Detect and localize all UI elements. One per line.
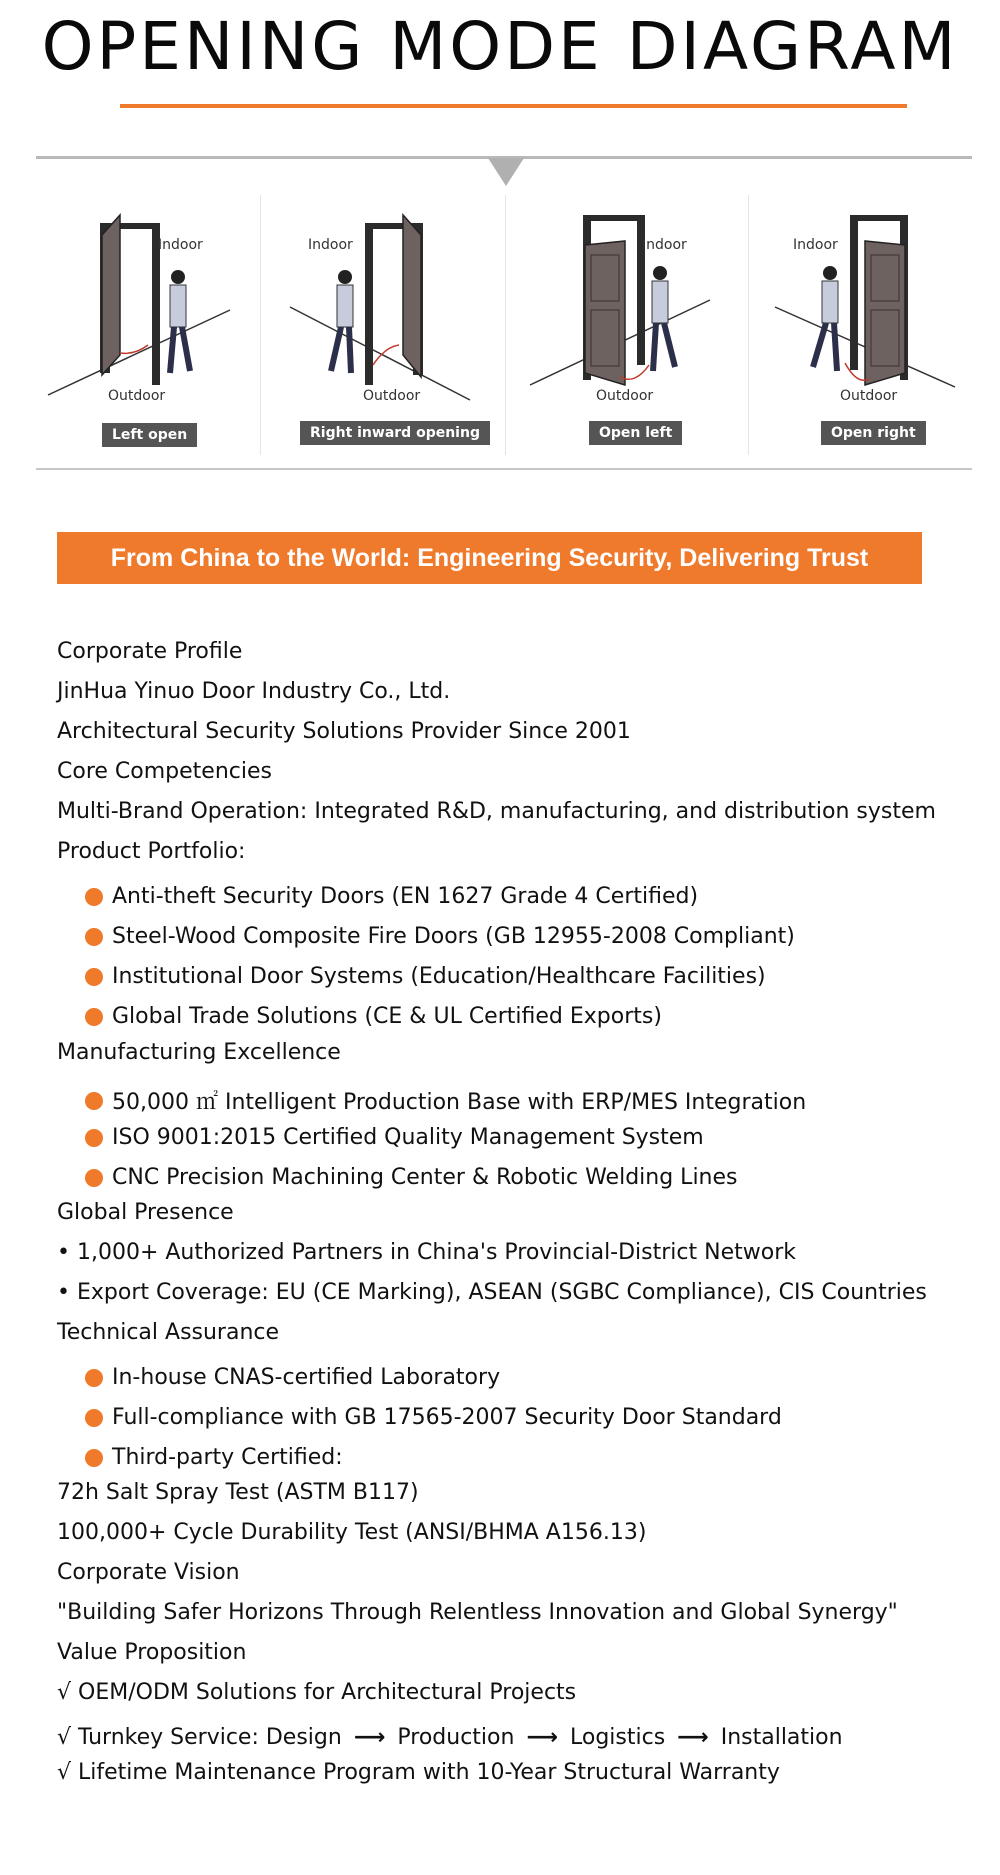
corporate-profile-heading: Corporate Profile (57, 639, 243, 664)
list-item: Full-compliance with GB 17565-2007 Security Door Standard (85, 1405, 782, 1430)
manufacturing-heading: Manufacturing Excellence (57, 1040, 341, 1065)
bullet-dot-icon (85, 1008, 103, 1026)
indoor-label: Indoor (308, 237, 353, 253)
indoor-label: Indoor (642, 237, 687, 253)
door-right-inward-illustration (285, 195, 525, 455)
list-item: Global Trade Solutions (CE & UL Certified Exports) (85, 1004, 662, 1029)
vision-heading: Corporate Vision (57, 1560, 240, 1585)
bullet-dot-icon (85, 1169, 103, 1187)
slogan-banner: From China to the World: Engineering Security, Delivering Trust (57, 532, 922, 584)
test-line: 72h Salt Spray Test (ASTM B117) (57, 1480, 419, 1505)
opening-mode-panel-open-right (765, 195, 1000, 455)
portfolio-heading: Product Portfolio: (57, 839, 246, 864)
door-open-left-illustration (525, 195, 765, 455)
mode-label: Right inward opening (300, 421, 490, 445)
arrow-right-icon: ⟶ (677, 1725, 709, 1750)
list-item: Steel-Wood Composite Fire Doors (GB 12955-2008 Compliant) (85, 924, 795, 949)
list-item: CNC Precision Machining Center & Robotic Welding Lines (85, 1165, 738, 1190)
title-underline (120, 104, 907, 108)
opening-mode-panel-open-left (525, 195, 765, 455)
bullet-dot-icon (85, 1449, 103, 1467)
since-line: Architectural Security Solutions Provider Since 2001 (57, 719, 631, 744)
bullet-dot-icon (85, 968, 103, 986)
mode-label: Left open (102, 423, 197, 447)
global-item: • Export Coverage: EU (CE Marking), ASEAN (SGBC Compliance), CIS Countries (57, 1280, 927, 1305)
opening-mode-panel-left-open (40, 195, 280, 455)
arrow-right-icon: ⟶ (353, 1725, 386, 1750)
list-item: Third-party Certified: (85, 1445, 343, 1470)
mode-label: Open right (821, 421, 926, 445)
vision-quote: "Building Safer Horizons Through Relentless Innovation and Global Synergy" (57, 1600, 898, 1625)
list-item: Institutional Door Systems (Education/Healthcare Facilities) (85, 964, 766, 989)
multi-brand-line: Multi-Brand Operation: Integrated R&D, manufacturing, and distribution system (57, 799, 936, 824)
value-heading: Value Proposition (57, 1640, 247, 1665)
bullet-dot-icon (85, 1409, 103, 1427)
outdoor-label: Outdoor (596, 388, 654, 404)
arrow-right-icon: ⟶ (526, 1725, 558, 1750)
opening-mode-panel-right-inward (285, 195, 525, 455)
diagram-pointer-icon (488, 158, 524, 186)
bullet-dot-icon (85, 1092, 103, 1110)
outdoor-label: Outdoor (840, 388, 898, 404)
indoor-label: Indoor (158, 237, 203, 253)
list-item: 50,000 ㎡ Intelligent Production Base with ERP/MES Integration (85, 1085, 806, 1116)
door-open-right-illustration (765, 195, 1000, 455)
panel-divider (260, 195, 261, 455)
panel-divider (748, 195, 749, 455)
door-left-open-illustration (40, 195, 280, 455)
technical-heading: Technical Assurance (57, 1320, 280, 1345)
outdoor-label: Outdoor (363, 388, 421, 404)
test-line: 100,000+ Cycle Durability Test (ANSI/BHMA A156.13) (57, 1520, 647, 1545)
global-heading: Global Presence (57, 1200, 234, 1225)
bullet-dot-icon (85, 1369, 103, 1387)
panel-divider (505, 195, 506, 455)
global-item: • 1,000+ Authorized Partners in China's Provincial-District Network (57, 1240, 796, 1265)
bullet-dot-icon (85, 928, 103, 946)
list-item: In-house CNAS-certified Laboratory (85, 1365, 500, 1390)
page-title: OPENING MODE DIAGRAM (41, 8, 959, 85)
lifetime-line: √ Lifetime Maintenance Program with 10-Year Structural Warranty (57, 1760, 780, 1785)
core-heading: Core Competencies (57, 759, 272, 784)
outdoor-label: Outdoor (108, 388, 166, 404)
indoor-label: Indoor (793, 237, 838, 253)
bullet-dot-icon (85, 1129, 103, 1147)
diagram-bottom-rule (36, 468, 972, 470)
mode-label: Open left (589, 421, 682, 445)
bullet-dot-icon (85, 888, 103, 906)
company-name: JinHua Yinuo Door Industry Co., Ltd. (57, 679, 451, 704)
list-item: Anti-theft Security Doors (EN 1627 Grade 4 Certified) (85, 884, 698, 909)
value-oem-line: √ OEM/ODM Solutions for Architectural Projects (57, 1680, 577, 1705)
turnkey-line: √ Turnkey Service: Design ⟶ Production ⟶ Logistics ⟶ Installation (57, 1725, 843, 1750)
list-item: ISO 9001:2015 Certified Quality Management System (85, 1125, 704, 1150)
